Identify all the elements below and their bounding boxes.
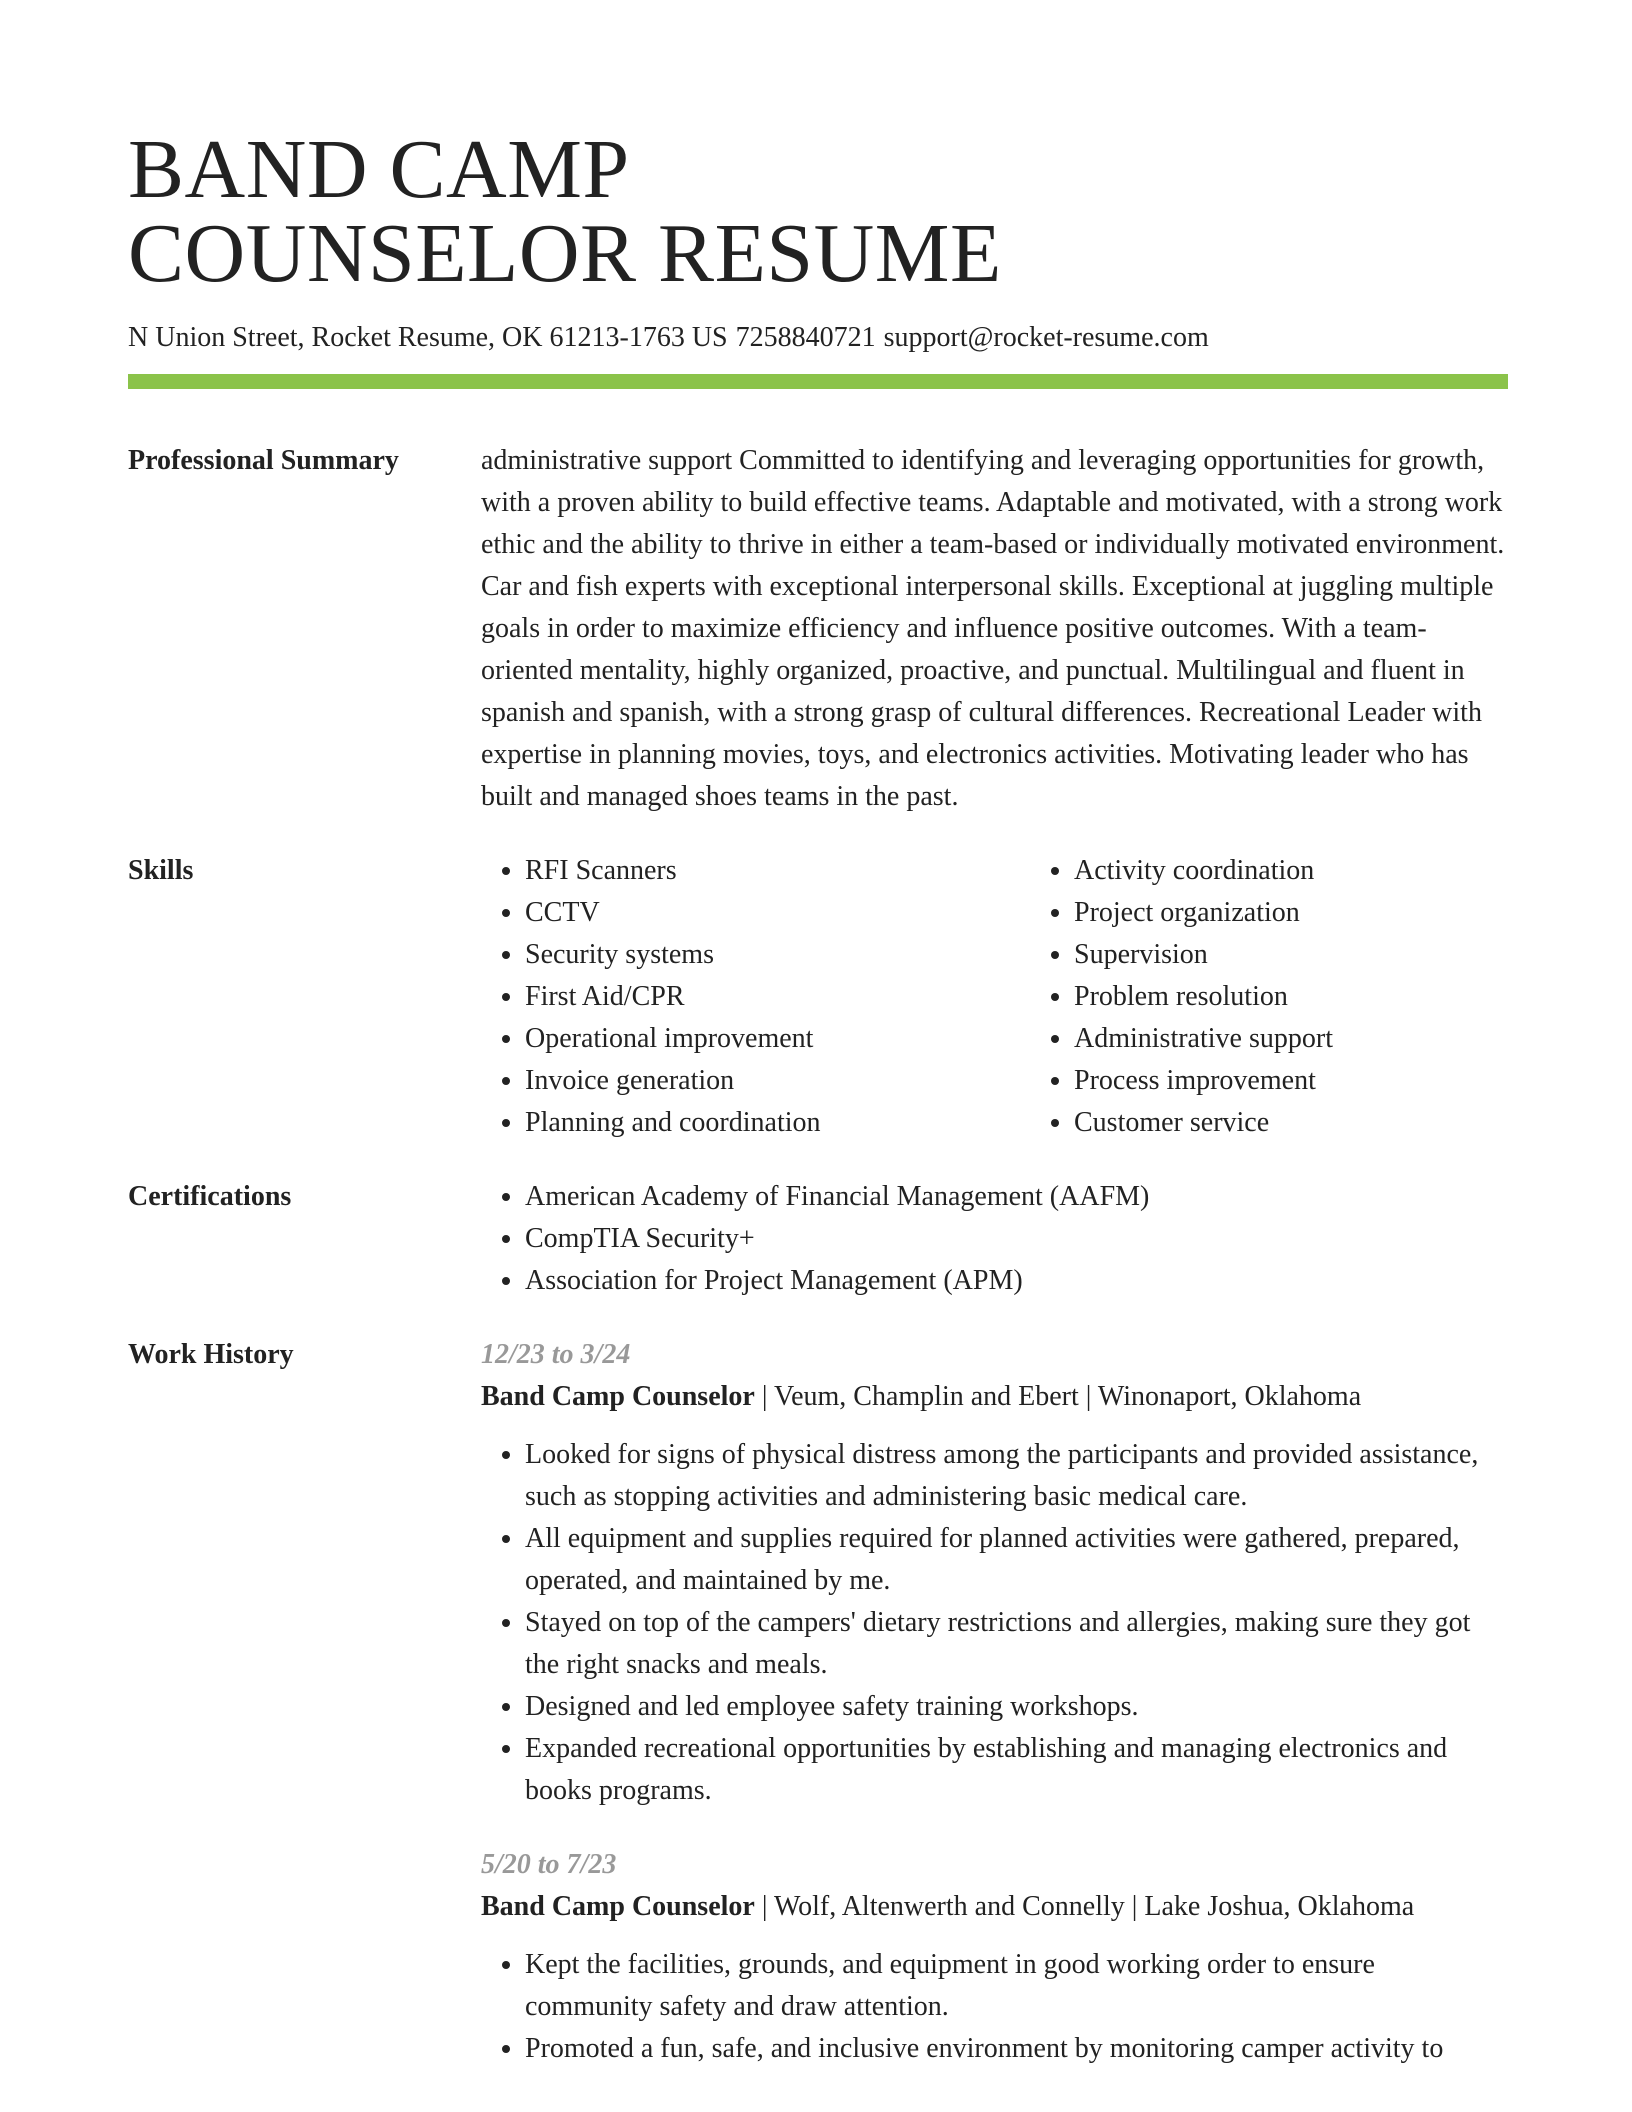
section-work-history (128, 1334, 1508, 2070)
certification-item: • American Academy of Financial Management (AAFM) (525, 1176, 1508, 1218)
contact-address: N Union Street, Rocket Resume, OK 61213-1763 US (128, 322, 728, 353)
job-bullet: • Promoted a fun, safe, and inclusive environment by monitoring camper activity to (525, 2028, 1508, 2070)
job-bullet: • Looked for signs of physical distress among the participants and provided assistance, such as stopping activities and administering basic medical care. (525, 1434, 1508, 1518)
job-dates: 5/20 to 7/23 (481, 1849, 617, 1880)
section-label-work-history: Work History (128, 1339, 294, 1370)
contact-phone: 7258840721 (735, 322, 876, 353)
title-line-2: COUNSELOR RESUME (128, 207, 1002, 300)
job-bullet: • Kept the facilities, grounds, and equipment in good working order to ensure community safety and draw attention. (525, 1944, 1508, 2028)
skill-item: • Planning and coordination (525, 1102, 1030, 1144)
certifications-body (481, 1176, 1508, 1302)
summary-text: administrative support Committed to identifying and leveraging opportunities for growth, with a proven ability to build effective teams. Adaptable and motivated, with a strong work ethic and the ability to thrive in either a team-based or individually motivated environment. Car and fish experts with exceptional interpersonal skills. Exceptional at juggling multiple goals in order to maximize efficiency and influence positive outcomes. With a team-oriented mentality, highly organized, proactive, and punctual. Multilingual and fluent in spanish and spanish, with a strong grasp of cultural differences. Recreational Leader with expertise in planning movies, toys, and electronics activities. Motivating leader who has built and managed shoes teams in the past. (481, 445, 1505, 812)
job-title: Band Camp Counselor (481, 1381, 755, 1412)
skill-item: • Invoice generation (525, 1060, 1030, 1102)
section-skills (128, 850, 1508, 1144)
certification-item: • Association for Project Management (APM) (525, 1260, 1508, 1302)
job-bullet: • Stayed on top of the campers' dietary restrictions and allergies, making sure they got the right snacks and meals. (525, 1602, 1508, 1686)
certification-item: • CompTIA Security+ (525, 1218, 1508, 1260)
skill-item: • Administrative support (1074, 1018, 1579, 1060)
section-professional-summary (128, 440, 1508, 818)
work-history-body (481, 1334, 1508, 2070)
job-heading (481, 1886, 1508, 1928)
contact-email: support@rocket-resume.com (883, 322, 1209, 353)
job-employer: Wolf, Altenwerth and Connelly (773, 1891, 1125, 1922)
job-location: Lake Joshua, Oklahoma (1144, 1891, 1415, 1922)
skill-item: • Supervision (1074, 934, 1579, 976)
section-label-summary: Professional Summary (128, 445, 399, 476)
section-certifications (128, 1176, 1508, 1302)
certifications-list (481, 1176, 1508, 1302)
skill-item: • RFI Scanners (525, 850, 1030, 892)
skill-item: • Operational improvement (525, 1018, 1030, 1060)
job-separator: | (761, 1381, 768, 1412)
job-heading (481, 1376, 1508, 1418)
skill-item: • Security systems (525, 934, 1030, 976)
job-bullets (481, 1944, 1508, 2070)
skill-item: • Project organization (1074, 892, 1579, 934)
skill-item: • Problem resolution (1074, 976, 1579, 1018)
job-bullet: • Expanded recreational opportunities by establishing and managing electronics and books programs. (525, 1728, 1508, 1812)
job-entry (481, 1844, 1508, 2070)
section-label-certifications: Certifications (128, 1181, 292, 1212)
skill-item: • Activity coordination (1074, 850, 1579, 892)
job-separator: | (1085, 1381, 1092, 1412)
skill-item: • Process improvement (1074, 1060, 1579, 1102)
job-bullet: • All equipment and supplies required for planned activities were gathered, prepared, operated, and maintained by me. (525, 1518, 1508, 1602)
skill-item: • Customer service (1074, 1102, 1579, 1144)
header-divider (128, 374, 1508, 389)
job-location: Winonaport, Oklahoma (1097, 1381, 1362, 1412)
job-separator: | (1131, 1891, 1138, 1922)
skill-item: • CCTV (525, 892, 1030, 934)
title-line-1: BAND CAMP (128, 123, 630, 216)
resume-title (128, 0, 1508, 300)
job-employer: Veum, Champlin and Ebert (773, 1381, 1079, 1412)
job-bullet: • Designed and led employee safety training workshops. (525, 1686, 1508, 1728)
job-dates: 12/23 to 3/24 (481, 1339, 631, 1370)
job-entry (481, 1334, 1508, 1812)
skills-columns (481, 850, 1508, 1144)
skill-item: • First Aid/CPR (525, 976, 1030, 1018)
job-title: Band Camp Counselor (481, 1891, 755, 1922)
job-bullets (481, 1434, 1508, 1812)
contact-line (128, 320, 1508, 356)
resume-page (128, 0, 1508, 2070)
skills-column-1 (481, 850, 1030, 1144)
skills-column-2 (1030, 850, 1579, 1144)
section-label-skills: Skills (128, 855, 194, 886)
job-separator: | (761, 1891, 768, 1922)
